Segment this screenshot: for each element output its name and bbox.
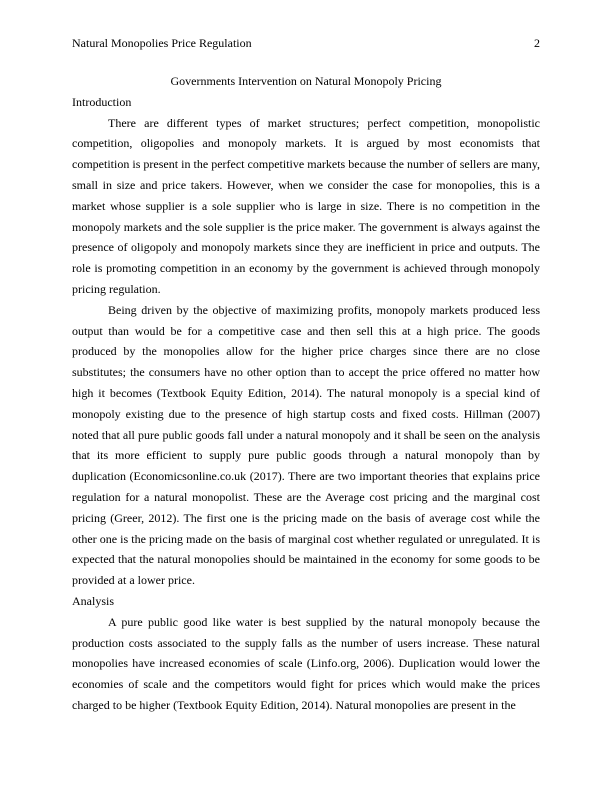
section-heading-analysis: Analysis (72, 593, 114, 608)
page-number: 2 (534, 36, 540, 50)
paragraph: A pure public good like water is best supplied by the natural monopoly because the production costs associated to the supply falls as the number of users increase. These natural monopolies have increased economies of scale (Linfo.org, 2006). Duplication would lower the economies of scale and the competitors would fight for prices which would make the prices charged to be higher (Textbook Equity Edition, 2014). Natural monopolies are present in the (72, 614, 540, 712)
document-title: Governments Intervention on Natural Monopoly Pricing (170, 74, 442, 88)
paragraph: There are different types of market structures; perfect competition, monopolistic competition, oligopolies and monopoly markets. It is argued by most economists that competition is present in the perfect competitive markets because the number of sellers are many, small in size and price takers. However, when we consider the case for monopolies, this is a market whose supplier is a sole supplier who is large in size. There is no competition in the monopoly markets and the sole supplier is the price maker. The government is always against the presence of oligopoly and monopoly markets since they are inefficient in price and outputs. The role is promoting competition in an economy by the government is achieved through monopoly pricing regulation. (72, 115, 540, 296)
running-header-title: Natural Monopolies Price Regulation (72, 36, 252, 50)
section-heading-introduction: Introduction (72, 94, 132, 109)
paragraph: Being driven by the objective of maximizing profits, monopoly markets produced less output than would be for a competitive case and then sell this at a high price. The goods produced by the monopolies allow for the higher price charges since there are no close substitutes; the consumers have no other option than to accept the price offered no matter how high it becomes (Textbook Equity Edition, 2014). The natural monopoly is a special kind of monopoly existing due to the presence of high startup costs and fixed costs. Hillman (2007) noted that all pure public goods fall under a natural monopoly and it shall be seen on the analysis that its more efficient to supply pure public goods through a natural monopoly than by duplication (Economicsonline.co.uk (2017). There are two important theories that explains price regulation for a natural monopolist. These are the Average cost pricing and the marginal cost pricing (Greer, 2012). The first one is the pricing made on the basis of average cost while the other one is the pricing made on the basis of marginal cost whether regulated or unregulated. It is expected that the natural monopolies should be maintained in the economy for some goods to be provided at a lower price. (72, 302, 540, 588)
document-body (72, 71, 540, 716)
